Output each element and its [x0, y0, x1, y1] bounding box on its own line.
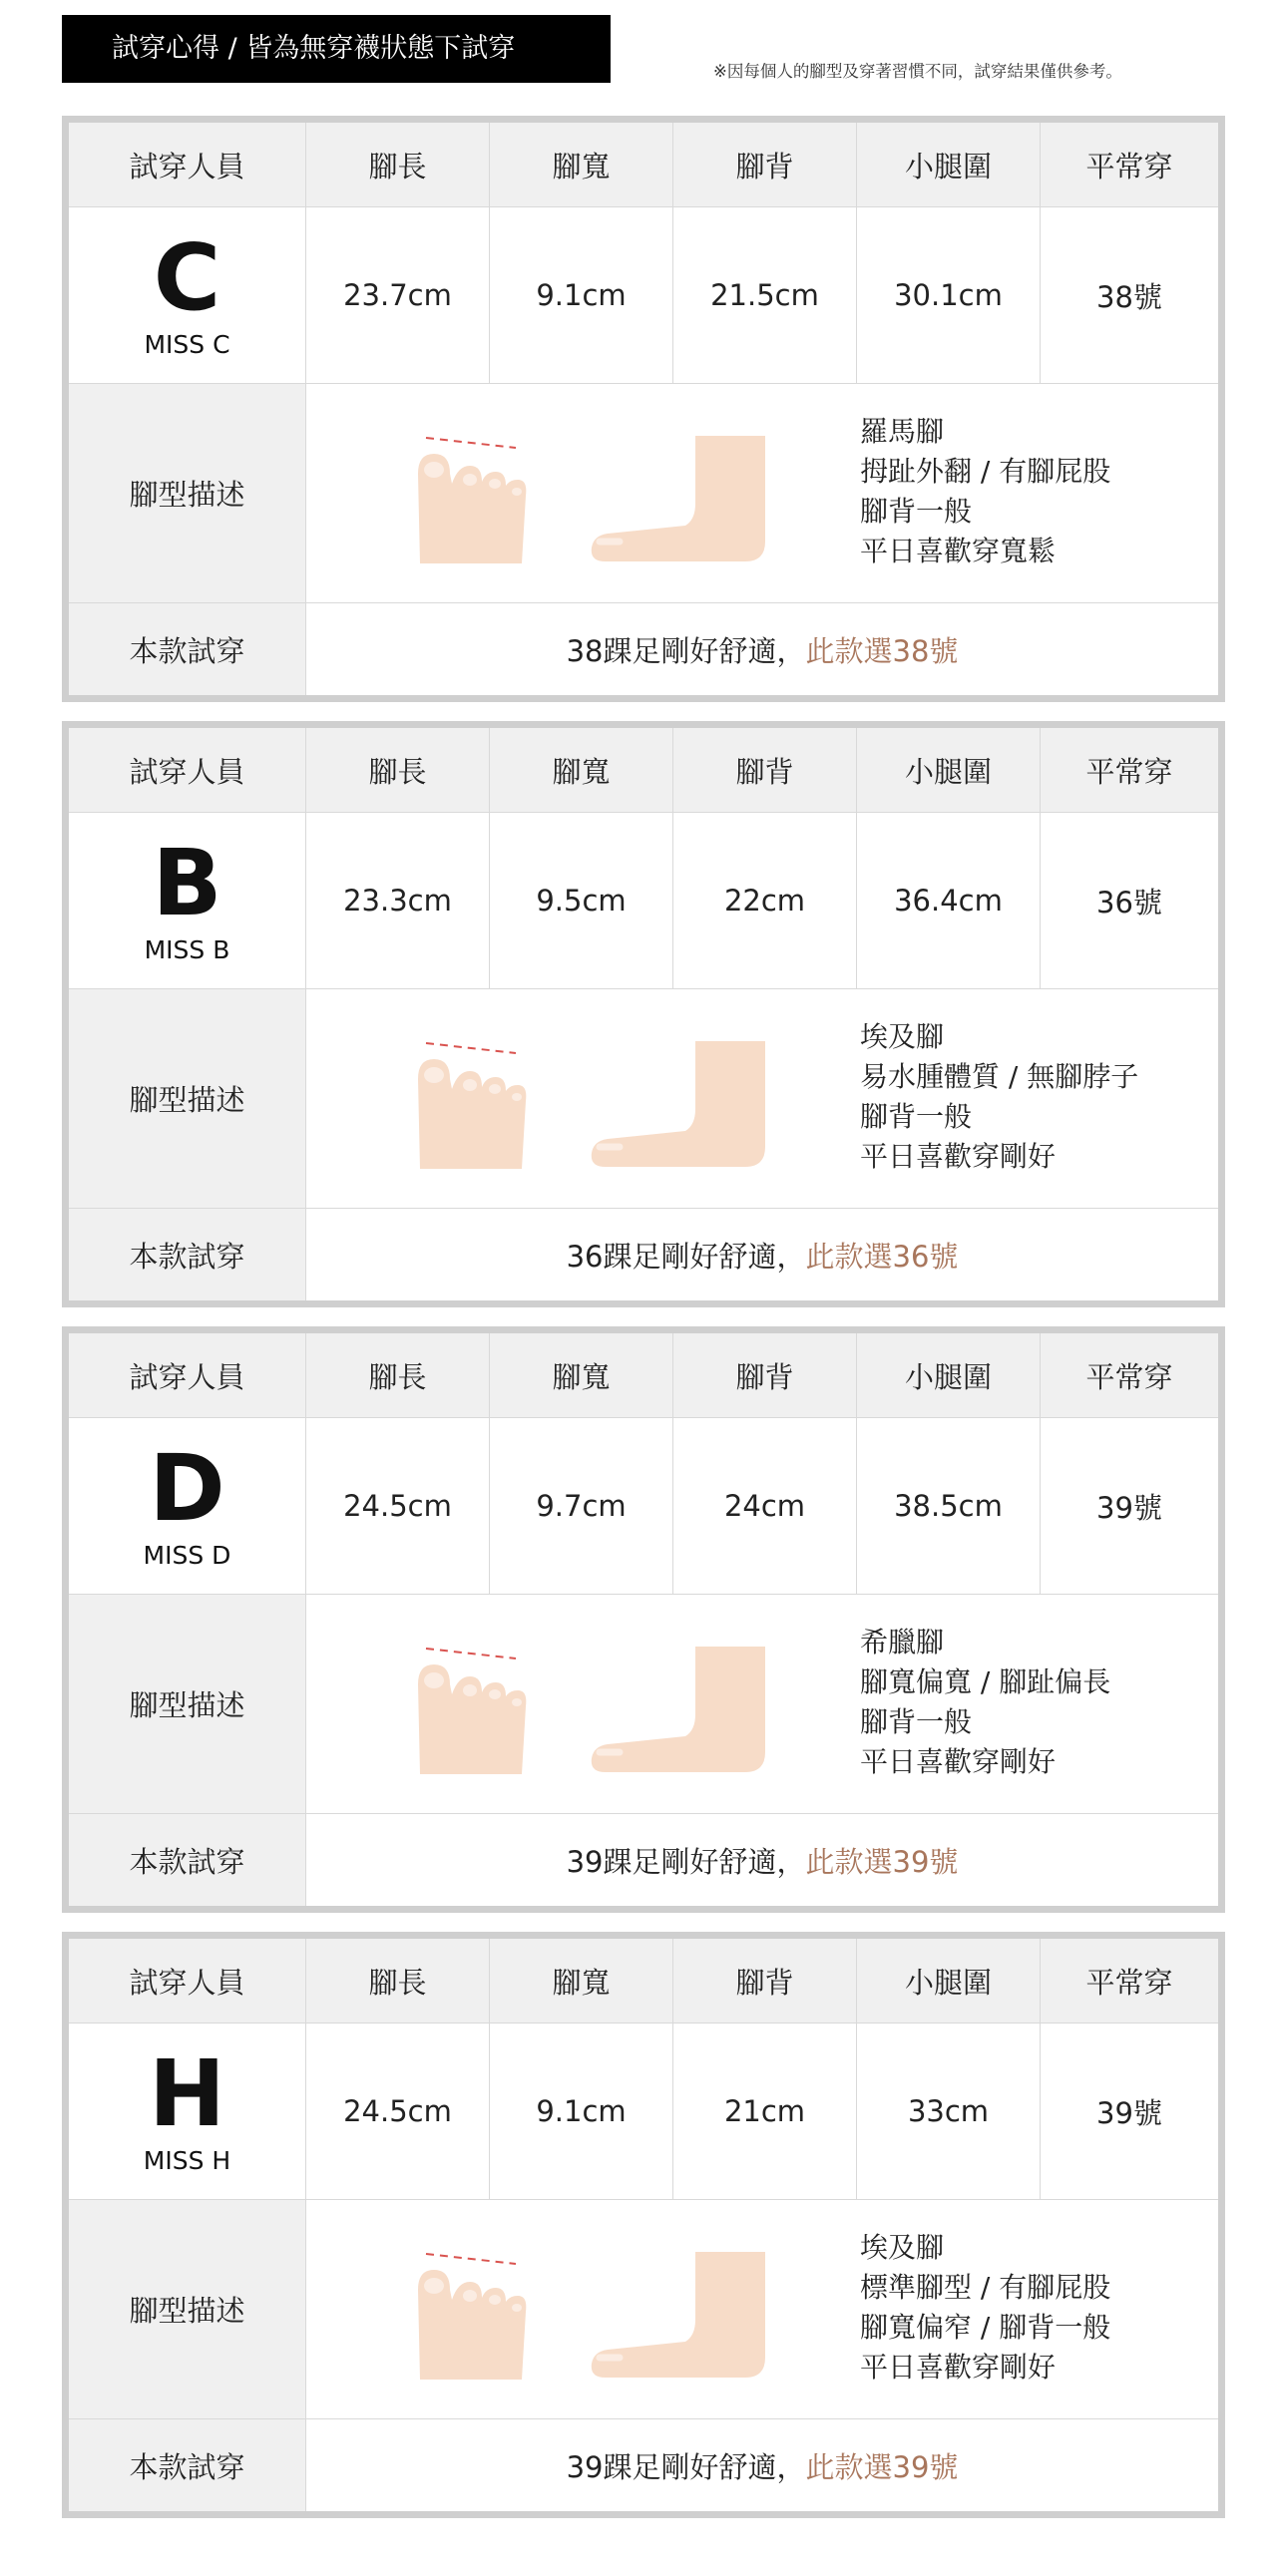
row-label-result: 本款試穿: [69, 603, 306, 695]
result-size-highlight: 此款選36號: [805, 1239, 959, 1274]
tester-name: MISS D: [143, 1540, 231, 1570]
tester-letter: H: [149, 2039, 225, 2147]
tester-card: [62, 721, 1225, 1307]
foot-description: [306, 384, 1218, 603]
desc-line: 標準腳型 / 有腳屁股: [860, 2271, 1111, 2304]
row-label-desc: 腳型描述: [69, 2200, 306, 2419]
col-header-foot-width: 腳寬: [490, 1939, 673, 2024]
result-text: 38踝足剛好舒適，: [566, 633, 806, 668]
tester-card: [62, 1326, 1225, 1913]
value-calf: 30.1cm: [857, 207, 1041, 384]
col-header-instep: 腳背: [673, 728, 857, 813]
desc-line: 腳背一般: [860, 1705, 973, 1738]
value-foot-length: 23.3cm: [306, 813, 490, 989]
desc-line: 腳背一般: [860, 1100, 973, 1133]
col-header-tester: 試穿人員: [69, 1333, 306, 1418]
toes-front-icon: [406, 2240, 536, 2390]
desc-line: 羅馬腳: [860, 415, 945, 448]
desc-line: 拇趾外翻 / 有腳屁股: [860, 455, 1111, 488]
page-title: 試穿心得 / 皆為無穿襪狀態下試穿: [62, 15, 611, 83]
col-header-instep: 腳背: [673, 1333, 857, 1418]
foot-description: [306, 2200, 1218, 2419]
row-label-result: 本款試穿: [69, 2419, 306, 2511]
col-header-foot-length: 腳長: [306, 1939, 490, 2024]
value-usual-size: 38號: [1041, 207, 1218, 384]
value-instep: 24cm: [673, 1418, 857, 1595]
col-header-tester: 試穿人員: [69, 728, 306, 813]
trial-result: [306, 1814, 1218, 1906]
result-size-highlight: 此款選39號: [805, 1844, 959, 1879]
desc-line: 易水腫體質 / 無腳脖子: [860, 1060, 1139, 1093]
desc-line: 腳寬偏窄 / 腳背一般: [860, 2311, 1111, 2344]
desc-line: 腳背一般: [860, 495, 973, 528]
trial-result: [306, 1209, 1218, 1300]
col-header-calf: 小腿圍: [857, 728, 1041, 813]
value-calf: 33cm: [857, 2024, 1041, 2200]
foot-side-icon: [586, 424, 785, 573]
tester-name: MISS B: [144, 934, 230, 964]
col-header-foot-length: 腳長: [306, 728, 490, 813]
value-foot-length: 23.7cm: [306, 207, 490, 384]
col-header-instep: 腳背: [673, 1939, 857, 2024]
row-label-desc: 腳型描述: [69, 384, 306, 603]
trial-result: [306, 2419, 1218, 2511]
result-text: 39踝足剛好舒適，: [566, 2449, 806, 2484]
desc-line: 埃及腳: [860, 2231, 945, 2264]
col-header-foot-length: 腳長: [306, 1333, 490, 1418]
col-header-calf: 小腿圍: [857, 123, 1041, 207]
result-text: 39踝足剛好舒適，: [566, 1844, 806, 1879]
col-header-usual-size: 平常穿: [1041, 123, 1218, 207]
result-text: 36踝足剛好舒適，: [566, 1239, 806, 1274]
result-size-highlight: 此款選39號: [805, 2449, 959, 2484]
foot-side-icon: [586, 1635, 785, 1784]
row-label-result: 本款試穿: [69, 1209, 306, 1300]
toes-front-icon: [406, 424, 536, 573]
value-calf: 36.4cm: [857, 813, 1041, 989]
col-header-usual-size: 平常穿: [1041, 1939, 1218, 2024]
col-header-calf: 小腿圍: [857, 1333, 1041, 1418]
value-usual-size: 39號: [1041, 1418, 1218, 1595]
foot-description: [306, 1595, 1218, 1814]
col-header-foot-width: 腳寬: [490, 123, 673, 207]
value-foot-width: 9.1cm: [490, 207, 673, 384]
row-label-desc: 腳型描述: [69, 1595, 306, 1814]
col-header-foot-width: 腳寬: [490, 728, 673, 813]
tester-letter: B: [152, 829, 222, 936]
value-instep: 22cm: [673, 813, 857, 989]
col-header-usual-size: 平常穿: [1041, 1333, 1218, 1418]
col-header-tester: 試穿人員: [69, 1939, 306, 2024]
tester-name: MISS H: [143, 2145, 231, 2175]
value-foot-width: 9.7cm: [490, 1418, 673, 1595]
value-foot-length: 24.5cm: [306, 1418, 490, 1595]
value-usual-size: 39號: [1041, 2024, 1218, 2200]
desc-line: 腳寬偏寬 / 腳趾偏長: [860, 1665, 1111, 1698]
desc-line: 平日喜歡穿剛好: [860, 1745, 1057, 1778]
value-foot-width: 9.1cm: [490, 2024, 673, 2200]
tester-letter: C: [153, 223, 221, 331]
desc-line: 平日喜歡穿剛好: [860, 2351, 1057, 2384]
trial-result: [306, 603, 1218, 695]
tester-id: [69, 207, 306, 384]
value-foot-length: 24.5cm: [306, 2024, 490, 2200]
disclaimer-note: ※因每個人的腳型及穿著習慣不同，試穿結果僅供參考。: [713, 62, 1122, 81]
value-calf: 38.5cm: [857, 1418, 1041, 1595]
col-header-instep: 腳背: [673, 123, 857, 207]
tester-letter: D: [149, 1434, 225, 1542]
foot-side-icon: [586, 1029, 785, 1179]
toes-front-icon: [406, 1635, 536, 1784]
row-label-desc: 腳型描述: [69, 989, 306, 1209]
tester-card: [62, 116, 1225, 702]
value-foot-width: 9.5cm: [490, 813, 673, 989]
col-header-tester: 試穿人員: [69, 123, 306, 207]
desc-line: 平日喜歡穿寬鬆: [860, 535, 1057, 567]
row-label-result: 本款試穿: [69, 1814, 306, 1906]
col-header-usual-size: 平常穿: [1041, 728, 1218, 813]
desc-line: 埃及腳: [860, 1020, 945, 1053]
value-instep: 21.5cm: [673, 207, 857, 384]
col-header-foot-width: 腳寬: [490, 1333, 673, 1418]
desc-line: 平日喜歡穿剛好: [860, 1140, 1057, 1173]
tester-card: [62, 1932, 1225, 2518]
tester-id: [69, 2024, 306, 2200]
value-instep: 21cm: [673, 2024, 857, 2200]
col-header-calf: 小腿圍: [857, 1939, 1041, 2024]
result-size-highlight: 此款選38號: [805, 633, 959, 668]
tester-id: [69, 1418, 306, 1595]
desc-line: 希臘腳: [860, 1626, 945, 1658]
col-header-foot-length: 腳長: [306, 123, 490, 207]
foot-description: [306, 989, 1218, 1209]
tester-id: [69, 813, 306, 989]
value-usual-size: 36號: [1041, 813, 1218, 989]
tester-name: MISS C: [144, 329, 230, 359]
foot-side-icon: [586, 2240, 785, 2390]
toes-front-icon: [406, 1029, 536, 1179]
